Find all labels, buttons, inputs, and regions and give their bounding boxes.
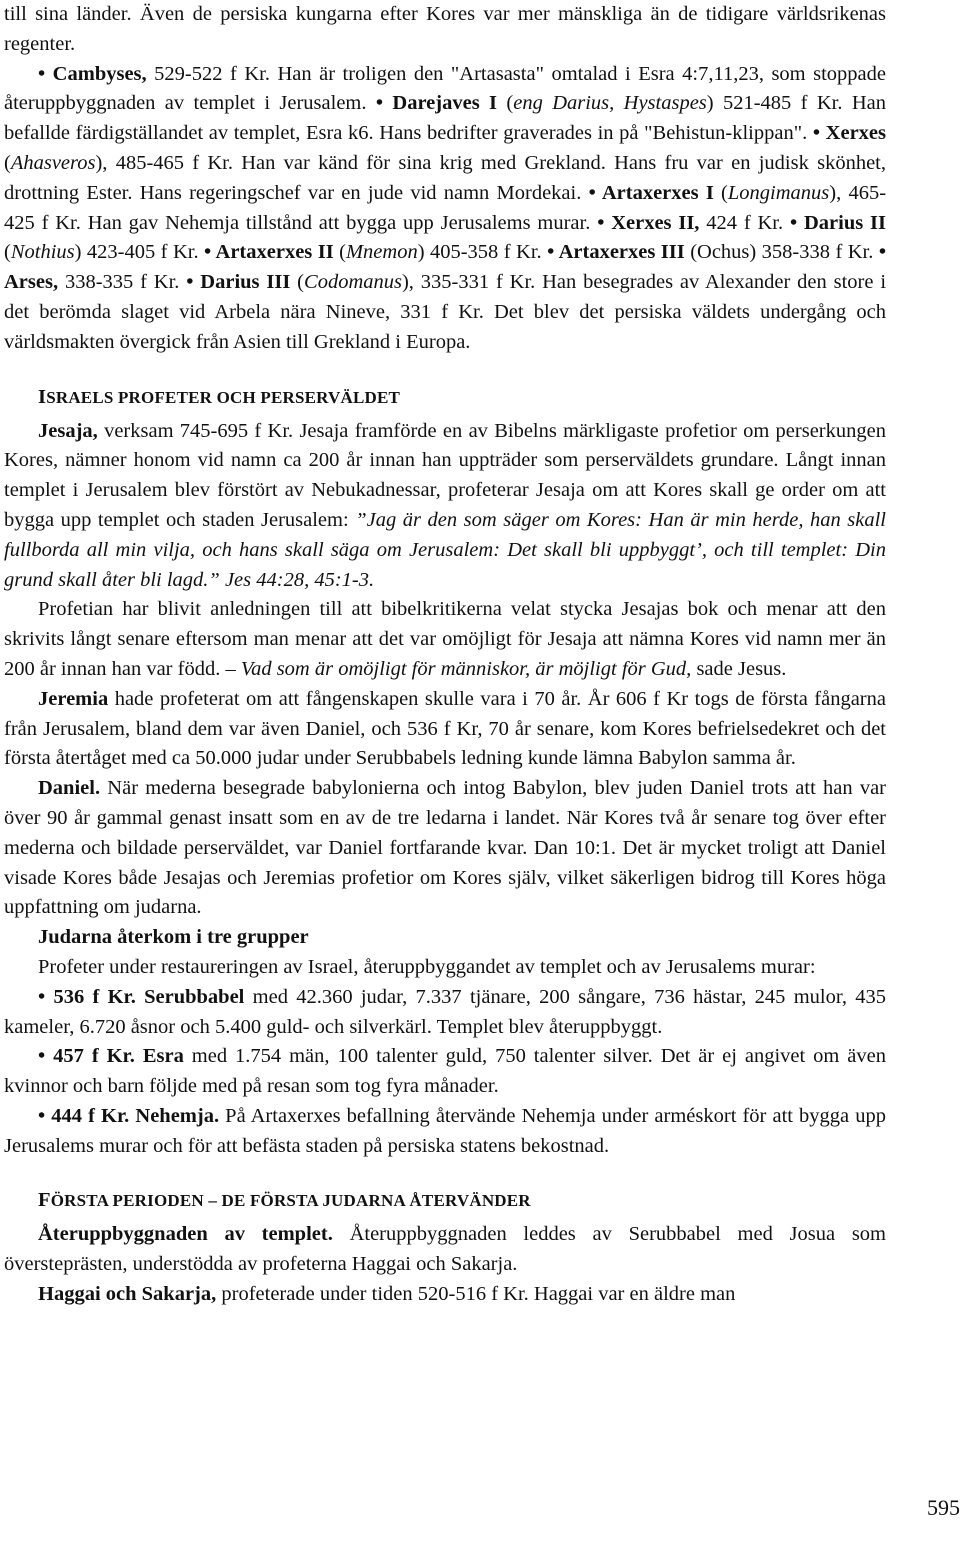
king-alias: Ahasveros: [10, 151, 96, 174]
body-text: ), 465-425 f Kr. Han gav Nehemja tillstånd att bygga upp Jerusalems murar.: [4, 181, 887, 234]
jeremia-paragraph: [4, 685, 886, 774]
jesaja-paragraph: [4, 417, 886, 596]
scripture-quote: ”Jag är den som säger om Kores: Han är min herde, han skall fullborda all min vilja, och hans skall säga om Jerusalem: Det skall bli uppbyggt’, och till templet: Din grund skall åter bli lagd.” Jes 44:28, 45:1-3.: [4, 508, 886, 591]
body-text: till sina länder. Även de persiska kungarna efter Kores var mer mänskliga än de tidigare världsrikenas regenter.: [4, 3, 886, 55]
paragraph-lead: Återuppbyggnaden av templet.: [38, 1223, 333, 1246]
page-number: 595: [927, 1495, 960, 1520]
body-text: ) 521-485 f Kr. Han befallde färdigställandet av templet, Esra k6. Hans bedrifter graverades in på "Behistun-klippan".: [4, 92, 886, 145]
king-name: • Darejaves I: [375, 92, 498, 115]
body-text: 424 f Kr.: [699, 211, 790, 234]
body-text: (: [4, 241, 11, 264]
body-text: (: [333, 241, 346, 264]
group-label: • 444 f Kr. Nehemja.: [38, 1104, 220, 1127]
paragraph-lead: Haggai och Sakarja,: [38, 1283, 217, 1306]
king-name: • Darius III: [186, 271, 291, 294]
prophet-name: Jesaja,: [38, 419, 98, 442]
section-heading-forsta-perioden: [38, 1187, 886, 1214]
body-text: (: [4, 151, 11, 174]
body-text: 529-522 f Kr. Han är troligen den "Artasasta" omtalad i Esra 4:7,11,23, som stoppade återuppbyggnaden av templet i Jerusalem.: [4, 62, 886, 115]
intro-paragraph: [4, 0, 886, 358]
body-text: Återuppbyggnaden leddes av Serubbabel med Josua som översteprästen, understödda av profeterna Haggai och Sakarja.: [4, 1223, 886, 1276]
body-text: ) 423-405 f Kr.: [74, 241, 205, 264]
scripture-quote: Vad som är omöjligt för människor, är möjligt för Gud,: [240, 657, 692, 680]
group-item: [4, 983, 886, 1043]
profetian-paragraph: [4, 595, 886, 684]
king-alias: Codomanus: [304, 271, 402, 294]
king-name: • Artaxerxes I: [588, 181, 714, 204]
body-text: ) 405-358 f Kr.: [417, 241, 548, 264]
body-text: (: [497, 92, 514, 115]
body-text: sade Jesus.: [691, 657, 787, 680]
body-text: med 1.754 män, 100 talenter guld, 750 talenter silver. Det är ej angivet om även kvinnor och barn följde med på resan som tog fyra månader.: [4, 1045, 886, 1098]
haggai-paragraph: [4, 1280, 886, 1310]
body-text: profeterade under tiden 520-516 f Kr. Haggai var en äldre man: [216, 1283, 736, 1306]
king-alias: Nothius: [10, 241, 75, 264]
body-text: med 42.360 judar, 7.337 tjänare, 200 sångare, 736 hästar, 245 mulor, 435 kameler, 6.720 åsnor och 5.400 guld- och silverkärl. Templet blev återuppbyggt.: [4, 985, 886, 1038]
heading-text: ÖRSTA PERIODEN – DE FÖRSTA JUDARNA ÅTERVÄNDER: [50, 1191, 531, 1211]
king-name: • Artaxerxes II: [204, 241, 334, 264]
heading-initial: I: [38, 385, 47, 408]
king-alias: Longimanus: [727, 181, 830, 204]
body-text: (: [713, 181, 728, 204]
king-name: • Xerxes II,: [597, 211, 700, 234]
king-name: • Artaxerxes III: [547, 241, 685, 264]
king-name: • Xerxes: [812, 122, 886, 145]
group-item: [4, 1102, 886, 1162]
prophet-name: Daniel.: [38, 777, 101, 800]
body-text: hade profeterat om att fångenskapen skulle vara i 70 år. År 606 f Kr togs de första fångarna från Jerusalem, bland dem var även Daniel, och 536 f Kr, 70 år senare, kom Kores befrielsedekret och det första återtåget med ca 50.000 judar under Serubbabels ledning kunde lämna Babylon samma år.: [4, 687, 886, 770]
body-text: (Ochus) 358-338 f Kr.: [684, 241, 879, 264]
group-item: [4, 1042, 886, 1102]
body-text: Profetian har blivit anledningen till att bibelkritikerna velat stycka Jesajas bok och menar att den skrivits långt senare eftersom man menar att det var omöjligt för Jesaja att nämna Kores vid namn mer än 200 år innan han var född. –: [4, 598, 886, 680]
daniel-paragraph: [4, 774, 886, 923]
document-page: [4, 0, 886, 1310]
king-alias: Mnemon: [345, 241, 418, 264]
king-name: • Cambyses,: [38, 62, 147, 85]
section-heading-israels-profeter: [38, 384, 886, 411]
king-name: • Darius II: [789, 211, 886, 234]
heading-text: SRAELS PROFETER OCH PERSERVÄLDET: [46, 387, 401, 407]
heading-initial: F: [38, 1189, 51, 1212]
body-text: 338-335 f Kr.: [58, 271, 187, 294]
group-label: • 457 f Kr. Esra: [38, 1045, 184, 1068]
king-alias: eng Darius, Hystaspes: [513, 92, 707, 115]
king-name: • Arses,: [4, 241, 886, 294]
group-label: • 536 f Kr. Serubbabel: [38, 985, 245, 1008]
body-text: verksam 745-695 f Kr. Jesaja framförde en av Bibelns märkligaste profetior om perserkungen Kores, nämner honom vid namn ca 200 år innan han uppträder som perserväldets grundare. Långt innan templet i Jerusalem blev förstört av Nebukadnessar, profeterar Jesaja om att Kores skall ge order om att bygga upp templet och staden Jerusalem:: [4, 419, 886, 531]
body-text: (: [290, 271, 305, 294]
groups-intro: Profeter under restaureringen av Israel, återuppbyggandet av templet och av Jerusalems murar:: [38, 955, 816, 978]
prophet-name: Jeremia: [38, 687, 109, 710]
body-text: ), 335-331 f Kr. Han besegrades av Alexander den store i det berömda slaget vid Arbela nära Nineve, 331 f Kr. Det blev det persiska väldets undergång och världsmakten övergick från Asien till Grekland i Europa.: [4, 271, 887, 353]
templet-paragraph: [4, 1220, 886, 1280]
body-text: När mederna besegrade babylonierna och intog Babylon, blev juden Daniel trots att han var över 90 år gammal genast insatt som en av de tre ledarna i landet. När Kores två år senare tog över efter mederna och bildade perserväldet, var Daniel fortfarande kvar. Dan 10:1. Det är mycket troligt att Daniel visade Kores både Jesajas och Jeremias profetior om Kores själv, vilket säkerligen bidrog till Kores höga uppfattning om judarna.: [4, 777, 886, 919]
body-text: På Artaxerxes befallning återvände Nehemja under arméskort för att bygga upp Jerusalems murar och för att befästa staden på persiska statens bekostnad.: [4, 1104, 886, 1157]
subheading-tre-grupper: Judarna återkom i tre grupper: [38, 926, 309, 949]
body-text: ), 485-465 f Kr. Han var känd för sina krig med Grekland. Hans fru var en judisk skönhet, drottning Ester. Hans regeringschef var en jude vid namn Mordekai.: [4, 151, 886, 204]
